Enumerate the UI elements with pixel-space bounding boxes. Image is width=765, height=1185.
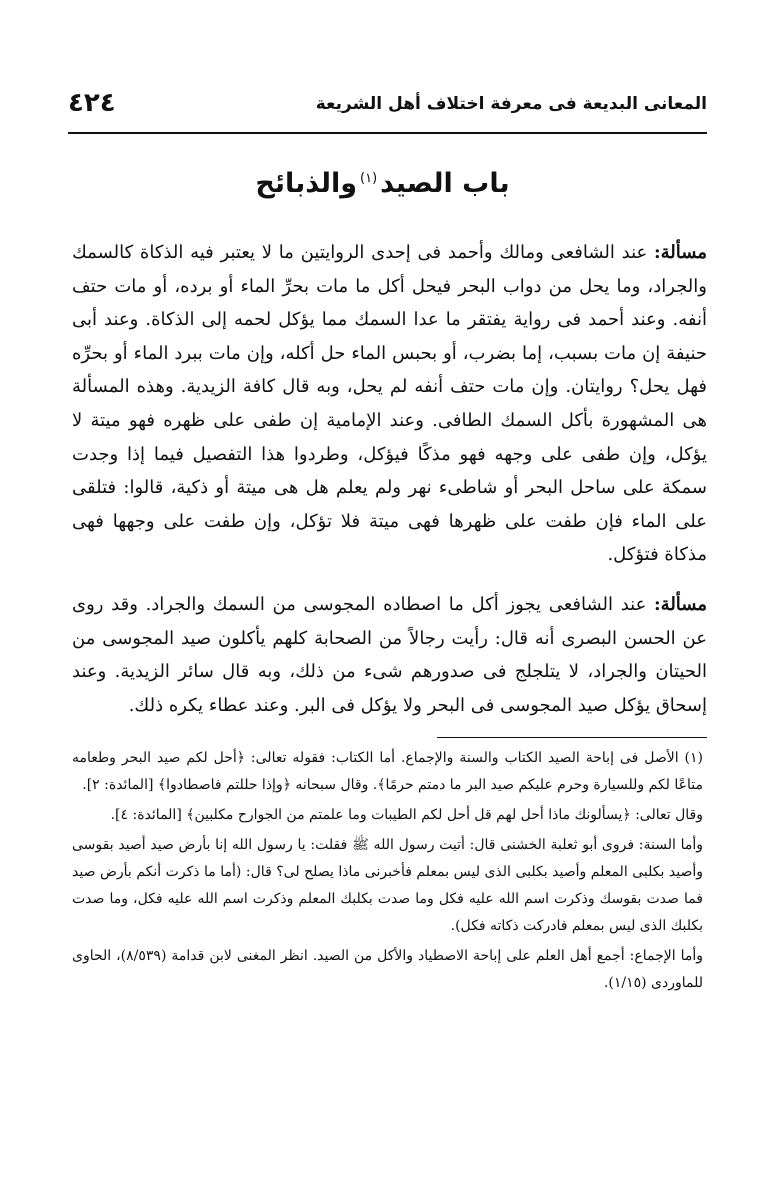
paragraph-lead: مسألة: <box>654 593 707 615</box>
footnote-1-cont-c: وأما الإجماع: أجمع أهل العلم على إباحة الاصطياد والأكل من الصيد. انظر المغنى لابن قدامة (٨/٥٣٩)، الحاوى للماوردى (١/١٥). <box>72 948 704 991</box>
chapter-footnote-ref: (١) <box>360 171 378 186</box>
body-text <box>72 236 707 738</box>
paragraph-text: عند الشافعى ومالك وأحمد فى إحدى الروايتين ما لا يعتبر فيه الذكاة كالسمك والجراد، وما يحل من دواب البحر فيحل أكل ما مات بحرِّ الماء أو برده، أو مات حتف أنفه. وعند أحمد فى رواية يفتقر ما عدا السمك مما يؤكل لحمه إلى الذكاة. وعند أبى حنيفة إن مات بسبب، إما بضرب، أو بحبس الماء حل أكله، وإن مات ببرد الماء أو بحرِّه فهل يحل؟ روايتان. وإن مات حتف أنفه لم يحل، وبه قال كافة الزيدية. وهذه المسألة هى المشهورة بأكل السمك الطافى. وعند الإمامية إن طفى على ظهره فهو ميتة لا يؤكل، وإن طفى على وجهه فهو مذكًا فيؤكل، وطردوا هذا التفصيل فيما إذا وجدت سمكة على ساحل البحر أو شاطىء نهر ولم يعلم هل هى ميتة أو ذكية، قالوا: فتلقى على الماء فإن طفت على ظهرها فهى ميتة فلا تؤكل، وإن طفت على وجهها فهى مذكاة فتؤكل. <box>72 242 707 566</box>
paragraph-lead: مسألة: <box>654 242 707 263</box>
footnote-1-cont-b: وأما السنة: فروى أبو ثعلبة الخشنى قال: أتيت رسول الله ﷺ فقلت: يا رسول الله إنا بأرض صيد أصيد بقوسى وأصيد بكلبى المعلم وأصيد بكلبى الذى ليس بمعلم فأخبرنى ماذا يصلح لى؟ قال: (أما ما ذكرت أنكم بأرض صيد فما صدت بقوسك وذكرت اسم الله عليه فكل وما صدت بكلبك المعلم وذكرت اسم الله عليه فكل، وما صدت بكلبك الذى ليس بمعلم فادركت ذكاته فكل). <box>72 837 704 934</box>
footnote-separator <box>437 737 707 738</box>
paragraph-2 <box>72 588 707 722</box>
header-rule <box>68 132 707 134</box>
running-head-title: المعانى البديعة فى معرفة اختلاف أهل الشريعة <box>315 94 707 114</box>
footnotes <box>72 745 703 1000</box>
paragraph-text: عند الشافعى يجوز أكل ما اصطاده المجوسى من السمك والجراد. وقد روى عن الحسن البصرى أنه قال: رأيت رجالاً من الصحابة كلهم يأكلون صيد المجوسى من الحيتان والجراد، لا يتلجلج فى صدورهم شىء من ذلك، وبه قال سائر الزيدية. وعند إسحاق يؤكل صيد المجوسى فى البحر ولا يؤكل فى البر. وعند عطاء يكره ذلك. <box>72 593 707 716</box>
chapter-title-part1: باب الصيد <box>380 168 510 199</box>
chapter-title <box>0 168 765 199</box>
chapter-title-part2: والذبائح <box>255 168 358 199</box>
page-header <box>68 88 707 132</box>
paragraph-1 <box>72 236 707 572</box>
footnote-1: (١) الأصل فى إباحة الصيد الكتاب والسنة والإجماع. أما الكتاب: فقوله تعالى: ﴿أحل لكم صيد البحر وطعامه متاعًا لكم وللسيارة وحرم عليكم صيد البر ما دمتم حرمًا﴾. وقال سبحانه ﴿وإذا حللتم فاصطادوا﴾ [المائدة: ٢]. <box>72 750 703 793</box>
footnote-1-cont-a: وقال تعالى: ﴿يسألونك ماذا أحل لهم قل أحل لكم الطيبات وما علمتم من الجوارح مكلبين﴾ [المائدة: ٤]. <box>110 807 703 823</box>
page-number: ٤٢٤ <box>68 88 116 118</box>
